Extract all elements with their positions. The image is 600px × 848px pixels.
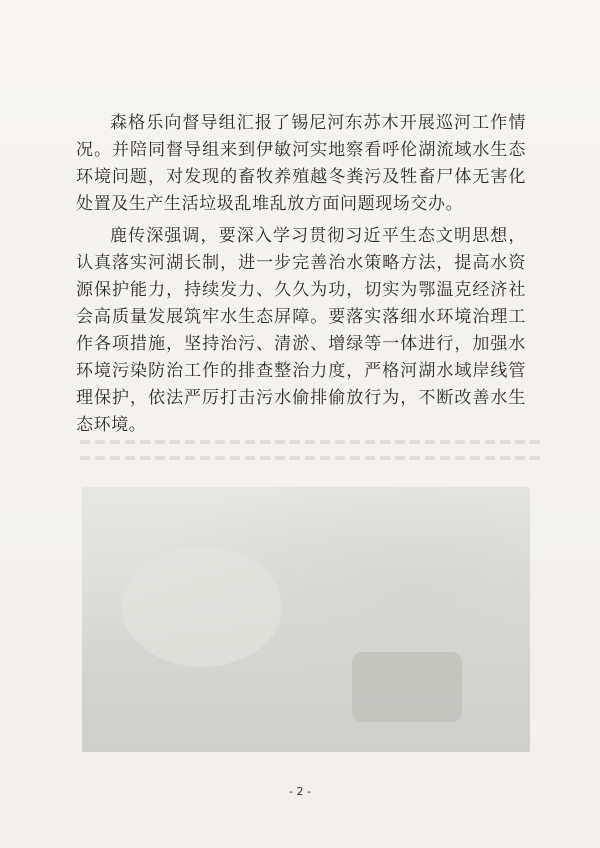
paragraph-2: 鹿传深强调，要深入学习贯彻习近平生态文明思想，认真落实河湖长制，进一步完善治水策略方法，提高水资源保护能力，持续发力、久久为功，切实为鄂温克经济社会高质量发展筑牢水生态屏障。要落实落细水环境治理工作各项措施，坚持治污、清淤、增绿等一体进行，加强水环境污染防治工作的排查整治力度，严格河湖水域岸线管理保护，依法严厉打击污水偷排偷放行为，不断改善水生态环境。 <box>76 226 526 435</box>
page-number: - 2 - <box>289 785 311 798</box>
body-text <box>76 110 526 439</box>
faded-photo <box>82 487 530 752</box>
paragraph-1: 森格乐向督导组汇报了锡尼河东苏木开展巡河工作情况。并陪同督导组来到伊敏河实地察看呼伦湖流域水生态环境问题，对发现的畜牧养殖越冬粪污及牲畜尸体无害化处置及生产生活垃圾乱堆乱放方面问题现场交办。 <box>76 113 526 214</box>
show-through-text <box>80 428 540 478</box>
